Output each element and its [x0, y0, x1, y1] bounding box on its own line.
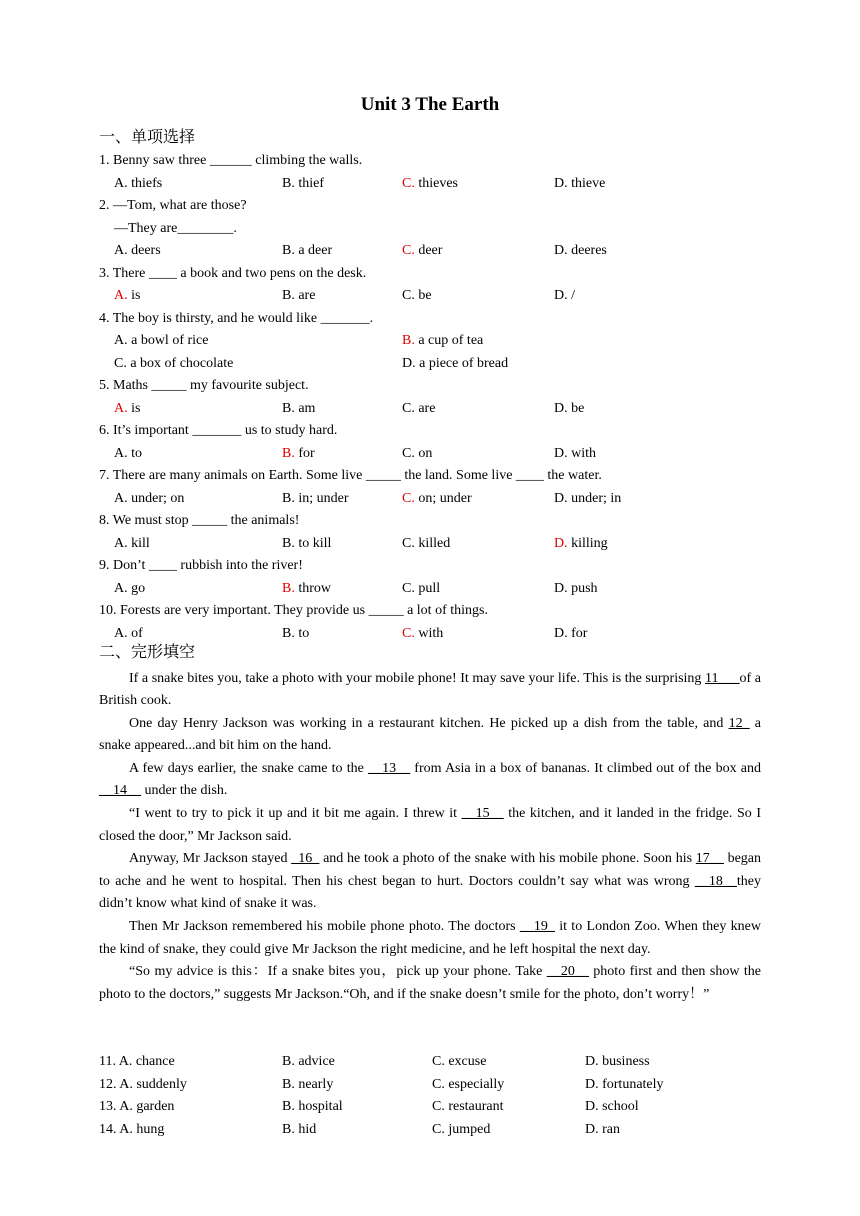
text-line [0, 533, 860, 555]
cloze-blank: __13__ [368, 760, 411, 776]
answer-letter: B. [282, 580, 295, 596]
option-d: D. for [554, 625, 588, 641]
cloze-option-b: B. nearly [282, 1076, 334, 1092]
question-subline: —They are________. [114, 220, 237, 236]
text-line [0, 285, 860, 307]
option-b: B. in; under [282, 490, 349, 506]
text-line [0, 218, 860, 240]
cloze-option-c: C. restaurant [432, 1099, 504, 1114]
question-text: 8. We must stop _____ the animals! [99, 513, 300, 528]
option-d: D. thieve [554, 175, 606, 191]
text-line [0, 308, 860, 330]
answer-letter: B. [402, 333, 415, 348]
question-text: 9. Don’t ____ rubbish into the river! [99, 558, 303, 573]
text-line [0, 578, 860, 600]
text-line [0, 443, 860, 465]
question-text: 2. —Tom, what are those? [99, 198, 247, 213]
text-line [0, 173, 860, 195]
answer-letter: B. [282, 445, 295, 461]
page-title: Unit 3 The Earth [360, 94, 500, 115]
option-c: C. pull [402, 580, 441, 596]
text-line [0, 195, 860, 217]
text-line [0, 600, 860, 622]
cloze-option-a: 11. A. chance [99, 1054, 175, 1069]
cloze-option-a: 13. A. garden [99, 1099, 175, 1114]
option-b: B. thief [282, 175, 324, 191]
option-d: D. killing [554, 535, 608, 551]
passage-paragraph: Anyway, Mr Jackson stayed _16_ and he took a photo of the snake with his mobile phone. Soon his 17__ began to ache and he went to hospital. Then his chest began to hurt. Doctors couldn’t say what was wrong __18__they didn’t know what kind of snake it was. [99, 851, 761, 912]
cloze-option-b: B. hospital [282, 1099, 343, 1114]
passage-paragraph: “I went to try to pick it up and it bit me again. I threw it __15__ the kitchen, and it landed in the fridge. So I closed the door,” Mr Jackson said. [99, 806, 761, 844]
option-c: C. killed [402, 535, 451, 551]
question-text: 7. There are many animals on Earth. Some live _____ the land. Some live ____ the water. [99, 468, 602, 483]
answer-letter: C. [402, 490, 415, 506]
cloze-blank: 12_ [728, 715, 750, 731]
text-line [0, 1119, 860, 1141]
text-line [0, 398, 860, 420]
answer-letter: D. [554, 535, 568, 551]
answer-letter: A. [114, 400, 128, 416]
passage-paragraph: Then Mr Jackson remembered his mobile phone photo. The doctors __19_ it to London Zoo. When they knew the kind of snake, they could give Mr Jackson the right medicine, and he left hospital the next day. [99, 919, 761, 957]
answer-letter: C. [402, 243, 415, 258]
option-b: B. a cup of tea [402, 333, 484, 348]
option-c: C. a box of chocolate [114, 355, 234, 371]
cloze-option-a: 14. A. hung [99, 1121, 165, 1137]
text-line [0, 488, 860, 510]
option-d: D. push [554, 580, 598, 596]
option-c: C. on; under [402, 490, 472, 506]
text-line [0, 510, 860, 532]
passage-paragraph: “So my advice is this：If a snake bites you，pick up your phone. Take __20__ photo first and then show the photo to the doctors,” suggests Mr Jackson.“Oh, and if the snake doesn’t smile for the photo, don’t worry！” [99, 964, 762, 1002]
answer-letter: C. [402, 175, 415, 191]
option-c: C. thieves [402, 175, 458, 191]
cloze-option-a: 12. A. suddenly [99, 1076, 187, 1092]
text-line [0, 1096, 860, 1118]
cloze-blank: _16_ [291, 851, 320, 867]
option-a: A. thiefs [114, 175, 163, 191]
text-line [0, 555, 860, 577]
cloze-blank: __18__ [694, 873, 737, 889]
question-text: 4. The boy is thirsty, and he would like _______. [99, 310, 374, 326]
text-line [0, 465, 860, 487]
cloze-option-d: D. fortunately [585, 1076, 664, 1092]
text-line [0, 353, 860, 375]
option-a: A. deers [114, 243, 161, 258]
question-text: 3. There ____ a book and two pens on the desk. [99, 265, 367, 281]
option-a: A. a bowl of rice [114, 333, 209, 348]
option-b: B. a deer [282, 243, 333, 258]
option-c: C. are [402, 400, 436, 416]
option-c: C. be [402, 288, 432, 303]
option-a: A. go [114, 580, 146, 596]
section-heading-multiple-choice: 一、单项选择 [99, 129, 196, 146]
option-d: D. deeres [554, 243, 607, 258]
option-d: D. be [554, 400, 585, 416]
option-b: B. are [282, 288, 316, 303]
option-c: C. on [402, 445, 433, 461]
option-c: C. deer [402, 243, 443, 258]
passage-paragraph: A few days earlier, the snake came to the __13__ from Asia in a box of bananas. It climbed out of the box and __14__ under the dish. [99, 760, 761, 799]
answer-letter: C. [402, 625, 415, 641]
text-line [0, 240, 860, 262]
option-c: C. with [402, 625, 444, 641]
question-text: 5. Maths _____ my favourite subject. [99, 378, 309, 393]
cloze-blank: __15__ [461, 806, 504, 822]
passage-paragraph: One day Henry Jackson was working in a restaurant kitchen. He picked up a dish from the table, and 12_ a snake appeared...and bit him on the hand. [99, 715, 761, 754]
cloze-blank: __19_ [519, 919, 555, 935]
question-text: 1. Benny saw three ______ climbing the walls. [99, 153, 363, 168]
text-line [0, 263, 860, 285]
text-line [0, 1074, 860, 1096]
text-line [0, 420, 860, 442]
question-text: 6. It’s important _______ us to study hard. [99, 423, 338, 438]
option-b: B. for [282, 445, 315, 461]
cloze-option-d: D. business [585, 1054, 650, 1069]
cloze-option-d: D. ran [585, 1121, 620, 1137]
cloze-option-c: C. jumped [432, 1121, 491, 1137]
text-line [0, 375, 860, 397]
cloze-option-d: D. school [585, 1099, 639, 1114]
option-a: A. is [114, 288, 141, 303]
option-d: D. a piece of bread [402, 355, 509, 371]
option-a: A. under; on [114, 490, 185, 506]
passage-paragraph: If a snake bites you, take a photo with your mobile phone! It may save your life. This is the surprising 11___of a British cook. [99, 670, 761, 709]
option-d: D. with [554, 445, 596, 461]
option-a: A. kill [114, 535, 150, 551]
cloze-option-b: B. hid [282, 1121, 317, 1137]
text-line [0, 150, 860, 172]
option-a: A. to [114, 445, 142, 461]
text-line [0, 623, 860, 645]
answer-letter: A. [114, 288, 128, 303]
cloze-blank: 17__ [695, 851, 724, 867]
cloze-blank: __20__ [546, 964, 589, 980]
cloze-blank: __14__ [99, 783, 141, 799]
option-d: D. under; in [554, 490, 622, 506]
cloze-option-c: C. excuse [432, 1054, 487, 1069]
option-b: B. to kill [282, 535, 332, 551]
option-b: B. to [282, 625, 310, 641]
cloze-passage [99, 668, 761, 1007]
option-a: A. of [114, 625, 143, 641]
option-d: D. / [554, 288, 575, 303]
text-line [0, 1051, 860, 1073]
cloze-option-b: B. advice [282, 1054, 335, 1069]
text-line [0, 330, 860, 352]
cloze-blank: 11___ [705, 670, 740, 686]
option-b: B. am [282, 400, 316, 416]
section-heading-cloze: 二、完形填空 [99, 644, 196, 661]
option-b: B. throw [282, 580, 332, 596]
question-text: 10. Forests are very important. They provide us _____ a lot of things. [99, 603, 488, 618]
option-a: A. is [114, 400, 141, 416]
cloze-option-c: C. especially [432, 1076, 505, 1092]
